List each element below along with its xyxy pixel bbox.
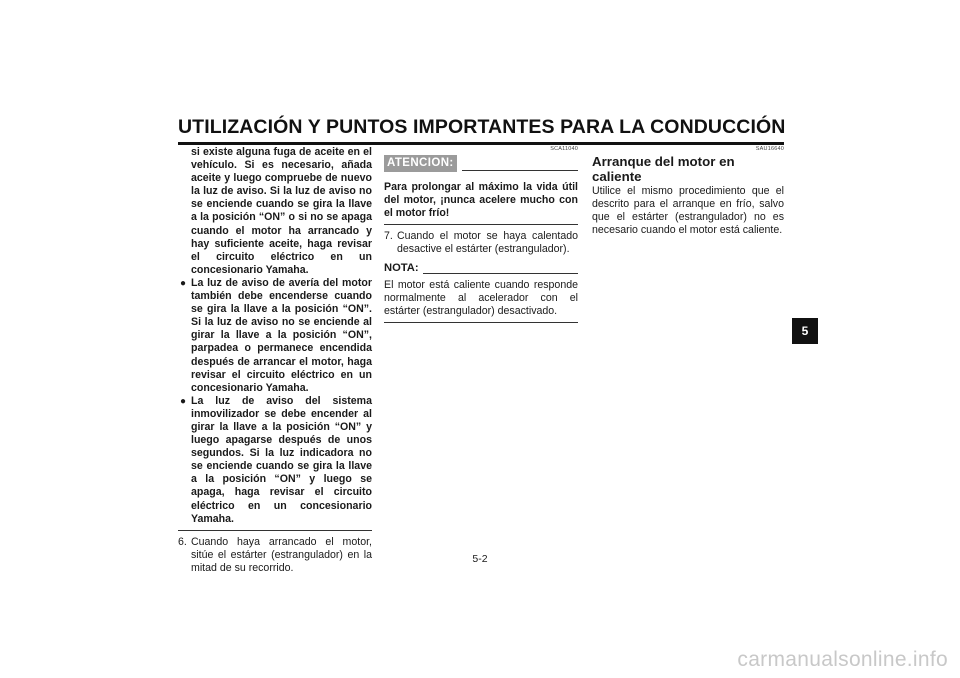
caution-end-rule xyxy=(384,224,578,225)
note-label: NOTA: xyxy=(384,262,419,275)
bullet-item-immobilizer xyxy=(178,395,372,526)
site-watermark: carmanualsonline.info xyxy=(737,648,948,671)
oil-warning-paragraph: si existe alguna fuga de aceite en el vehículo. Si es necesario, añada aceite y luego compruebe de nuevo la luz de aviso. Si la luz de aviso no se enciende cuando se gira la llave a la posición “ON” o si no se apaga cuando el motor ha arrancado y hay suficiente aceite, haga revisar el circuito eléctrico en un concesionario Yamaha. xyxy=(191,146,372,276)
chapter-tab: 5 xyxy=(792,318,818,344)
step-text: Cuando el motor se haya calentado desactive el estárter (estrangulador). xyxy=(397,230,578,256)
caution-text: Para prolongar al máximo la vida útil del motor, ¡nunca acelere mucho con el motor frío! xyxy=(384,181,578,220)
note-header xyxy=(384,262,578,275)
bullet-icon: ● xyxy=(180,395,187,407)
note-end-rule xyxy=(384,322,578,323)
bullet-icon: ● xyxy=(180,277,187,289)
step-number: 6. xyxy=(178,535,187,548)
column-right xyxy=(592,146,784,237)
page-title: UTILIZACIÓN Y PUNTOS IMPORTANTES PARA LA CONDUCCIÓN xyxy=(178,116,786,138)
note-rule xyxy=(423,273,578,274)
header-divider xyxy=(178,142,784,145)
caution-code: SCA11040 xyxy=(550,146,578,152)
section-text: Utilice el mismo procedimiento que el descrito para el arranque en frío, salvo que el estárter (estrangulador) no es necesario cuando el motor está caliente. xyxy=(592,185,784,237)
warning-end-rule xyxy=(178,530,372,531)
section-title: Arranque del motor en caliente xyxy=(592,154,735,184)
section-code: SAU16640 xyxy=(755,146,784,152)
column-left xyxy=(178,146,372,575)
page-number: 5-2 xyxy=(472,553,488,565)
step-number: 7. xyxy=(384,230,393,243)
page-header xyxy=(178,116,784,145)
step-text: Cuando haya arrancado el motor, sitúe el estárter (estrangulador) en la mitad de su recorrido. xyxy=(191,535,372,574)
caution-badge: ATENCION: xyxy=(384,155,457,172)
bullet-text: La luz de aviso del sistema inmovilizador se debe encender al girar la llave a la posición “ON” y luego apagarse después de unos segundos. Si la luz indicadora no se enciende cuando se gira la llave a la posición “ON” y luego se apaga, haga revisar el circuito eléctrico en un concesionario Yamaha. xyxy=(191,394,372,525)
column-middle xyxy=(384,146,578,323)
bullet-item-engine-fault xyxy=(178,277,372,395)
step-7 xyxy=(384,230,578,256)
bullet-text: La luz de aviso de avería del motor también debe encenderse cuando se gira la llave a la posición “ON”. Si la luz de aviso no se enciende al girar la llave a la posición “ON”, parpadea o permanece encendida después de arrancar el motor, haga revisar el circuito eléctrico en un concesionario Yamaha. xyxy=(191,276,372,394)
caution-rule xyxy=(462,170,578,171)
note-text: El motor está caliente cuando responde normalmente al acelerador con el estárter (estrangulador) desactivado. xyxy=(384,278,578,317)
caution-header xyxy=(384,155,578,172)
